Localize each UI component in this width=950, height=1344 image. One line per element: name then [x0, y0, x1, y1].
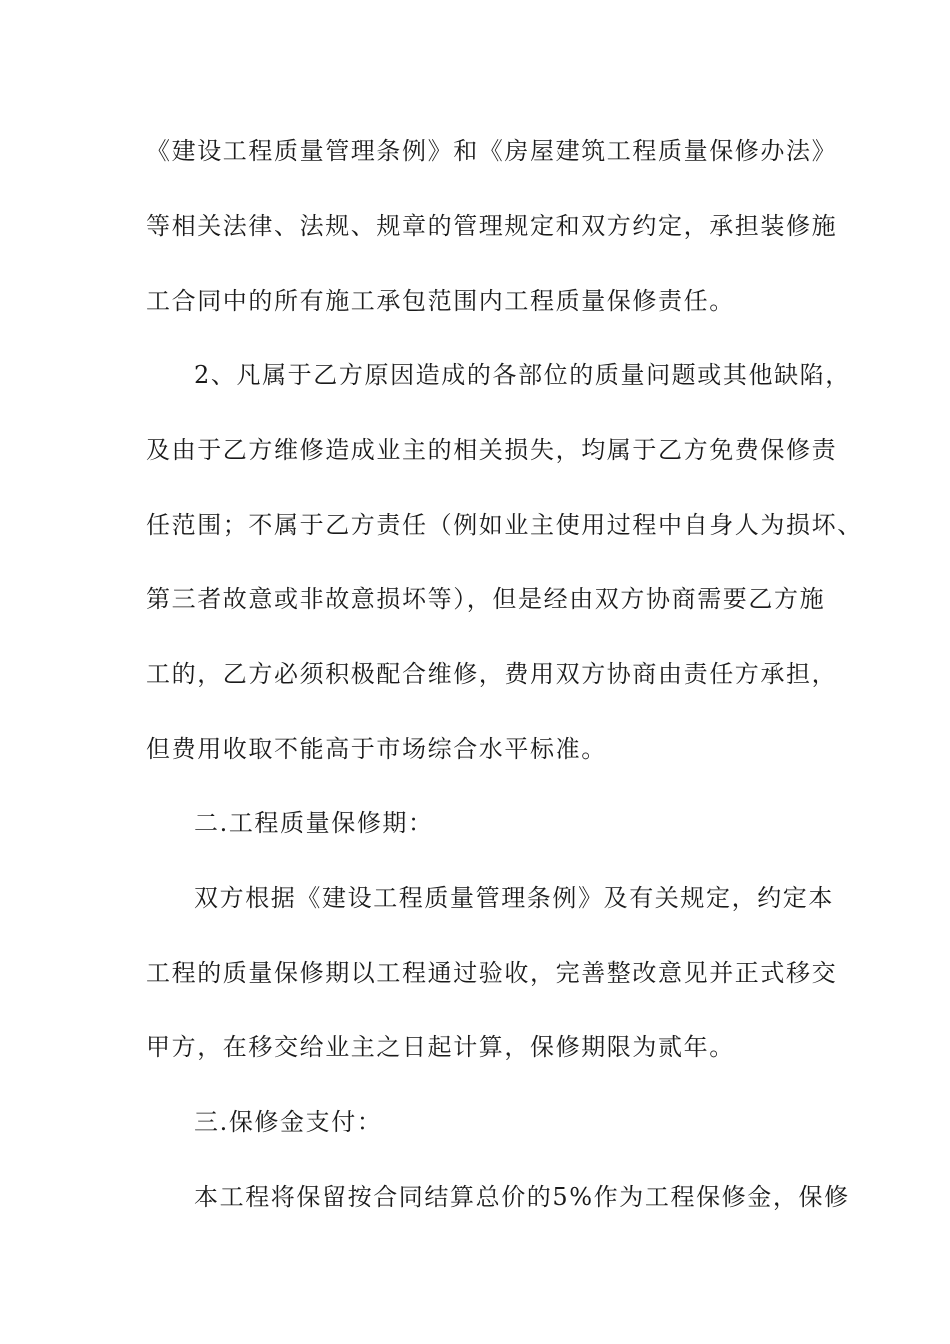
text-line: 2、凡属于乙方原因造成的各部位的质量问题或其他缺陷， [194, 361, 851, 389]
text-line: 甲方，在移交给业主之日起计算，保修期限为贰年。 [146, 1033, 735, 1061]
section-heading: 三.保修金支付： [194, 1108, 383, 1136]
text-line: 等相关法律、法规、规章的管理规定和双方约定，承担装修施 [146, 212, 838, 240]
text-line: 任范围；不属于乙方责任（例如业主使用过程中自身人为损坏、 [146, 511, 863, 539]
text-line: 第三者故意或非故意损坏等），但是经由双方协商需要乙方施 [146, 585, 826, 613]
text-line: 工的，乙方必须积极配合维修，费用双方协商由责任方承担， [146, 660, 838, 688]
text-line: 《建设工程质量管理条例》和《房屋建筑工程质量保修办法》 [146, 137, 838, 165]
text-line: 及由于乙方维修造成业主的相关损失，均属于乙方免费保修责 [146, 436, 838, 464]
text-line: 工程的质量保修期以工程通过验收，完善整改意见并正式移交 [146, 959, 838, 987]
text-line: 工合同中的所有施工承包范围内工程质量保修责任。 [146, 287, 735, 315]
text-line: 本工程将保留按合同结算总价的5%作为工程保修金，保修 [194, 1183, 850, 1211]
text-line: 双方根据《建设工程质量管理条例》及有关规定，约定本 [194, 884, 834, 912]
text-line: 但费用收取不能高于市场综合水平标准。 [146, 735, 607, 763]
section-heading: 二.工程质量保修期： [194, 809, 434, 837]
